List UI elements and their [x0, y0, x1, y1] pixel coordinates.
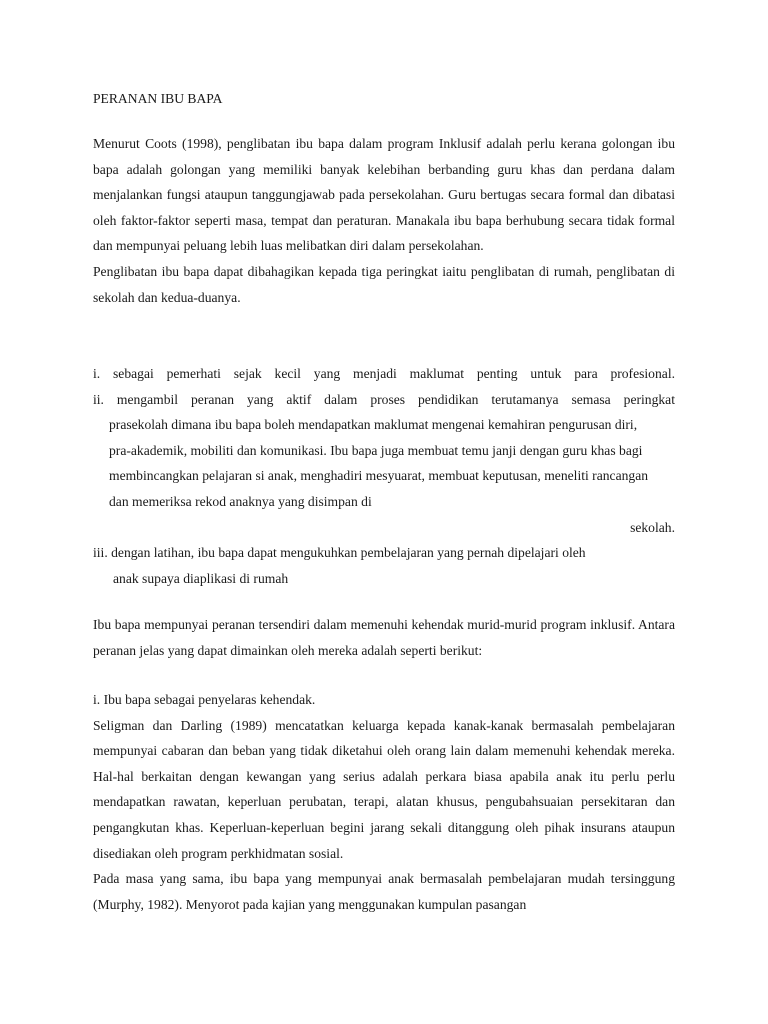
list-item-2: [93, 387, 675, 541]
roles-section: [93, 612, 675, 663]
list-item-3-continuation: anak supaya diaplikasi di rumah: [113, 570, 289, 586]
list-item-1-text: i. sebagai pemerhati sejak kecil yang menjadi maklumat penting untuk para profesional.: [93, 366, 675, 381]
role-1-section: [93, 687, 675, 917]
paragraph-3: Ibu bapa mempunyai peranan tersendiri dalam memenuhi kehendak murid-murid program inklusif. Antara peranan jelas yang dapat dimainkan oleh mereka adalah seperti berikut:: [93, 617, 675, 658]
list-item-3: [93, 540, 675, 591]
paragraph-4: Seligman dan Darling (1989) mencatatkan keluarga kepada kanak-kanak bermasalah pembelajaran mempunyai cabaran dan beban yang tidak diketahui oleh orang lain dalam memenuhi kehendak mereka. Hal-hal berkaitan dengan kewangan yang serius adalah perkara biasa apabila anak itu perlu perlu mendapatkan rawatan, keperluan perubatan, terapi, alatan khusus, pengubahsuaian persekitaran dan pengangkutan khas. Keperluan-keperluan begini jarang sekali ditanggung oleh pihak insurans ataupun disediakan oleh program perkhidmatan sosial.: [93, 717, 675, 861]
intro-section: [93, 131, 675, 310]
paragraph-1: Menurut Coots (1998), penglibatan ibu bapa dalam program Inklusif adalah perlu kerana golongan ibu bapa adalah golongan yang memiliki banyak kelebihan berbanding guru khas dan perdana dalam menjalankan fungsi ataupun tanggungjawab pada persekolahan. Guru bertugas secara formal dan dibatasi oleh faktor-faktor seperti masa, tempat dan peraturan. Manakala ibu bapa berhubung secara tidak formal dan mempunyai peluang lebih luas melibatkan diri dalam persekolahan.: [93, 136, 675, 254]
levels-list: [93, 361, 675, 591]
document-heading: PERANAN IBU BAPA: [93, 91, 223, 106]
list-item-2-end: sekolah.: [630, 519, 675, 535]
list-item-1: [93, 361, 675, 387]
list-item-3-first-line: iii. dengan latihan, ibu bapa dapat mengukuhkan pembelajaran yang pernah dipelajari oleh: [93, 545, 586, 561]
paragraph-2: Penglibatan ibu bapa dapat dibahagikan kepada tiga peringkat iaitu penglibatan di rumah, penglibatan di sekolah dan kedua-duanya.: [93, 263, 675, 305]
list-item-2-continuation: prasekolah dimana ibu bapa boleh mendapatkan maklumat mengenai kemahiran pengurusan diri, pra-akademik, mobiliti dan komunikasi. Ibu bapa juga membuat temu janji dengan guru khas bagi membincangkan pelajaran si anak, menghadiri mesyuarat, membuat keputusan, meneliti rancangan dan memeriksa rekod anaknya yang disimpan di: [109, 417, 649, 509]
list-item-2-first-line: ii. mengambil peranan yang aktif dalam proses pendidikan terutamanya semasa peringkat: [93, 391, 675, 407]
heading-block: [93, 86, 675, 112]
paragraph-5: Pada masa yang sama, ibu bapa yang mempunyai anak bermasalah pembelajaran mudah tersinggung (Murphy, 1982). Menyorot pada kajian yang menggunakan kumpulan pasangan: [93, 871, 675, 912]
subheading-1: i. Ibu bapa sebagai penyelaras kehendak.: [93, 692, 316, 707]
